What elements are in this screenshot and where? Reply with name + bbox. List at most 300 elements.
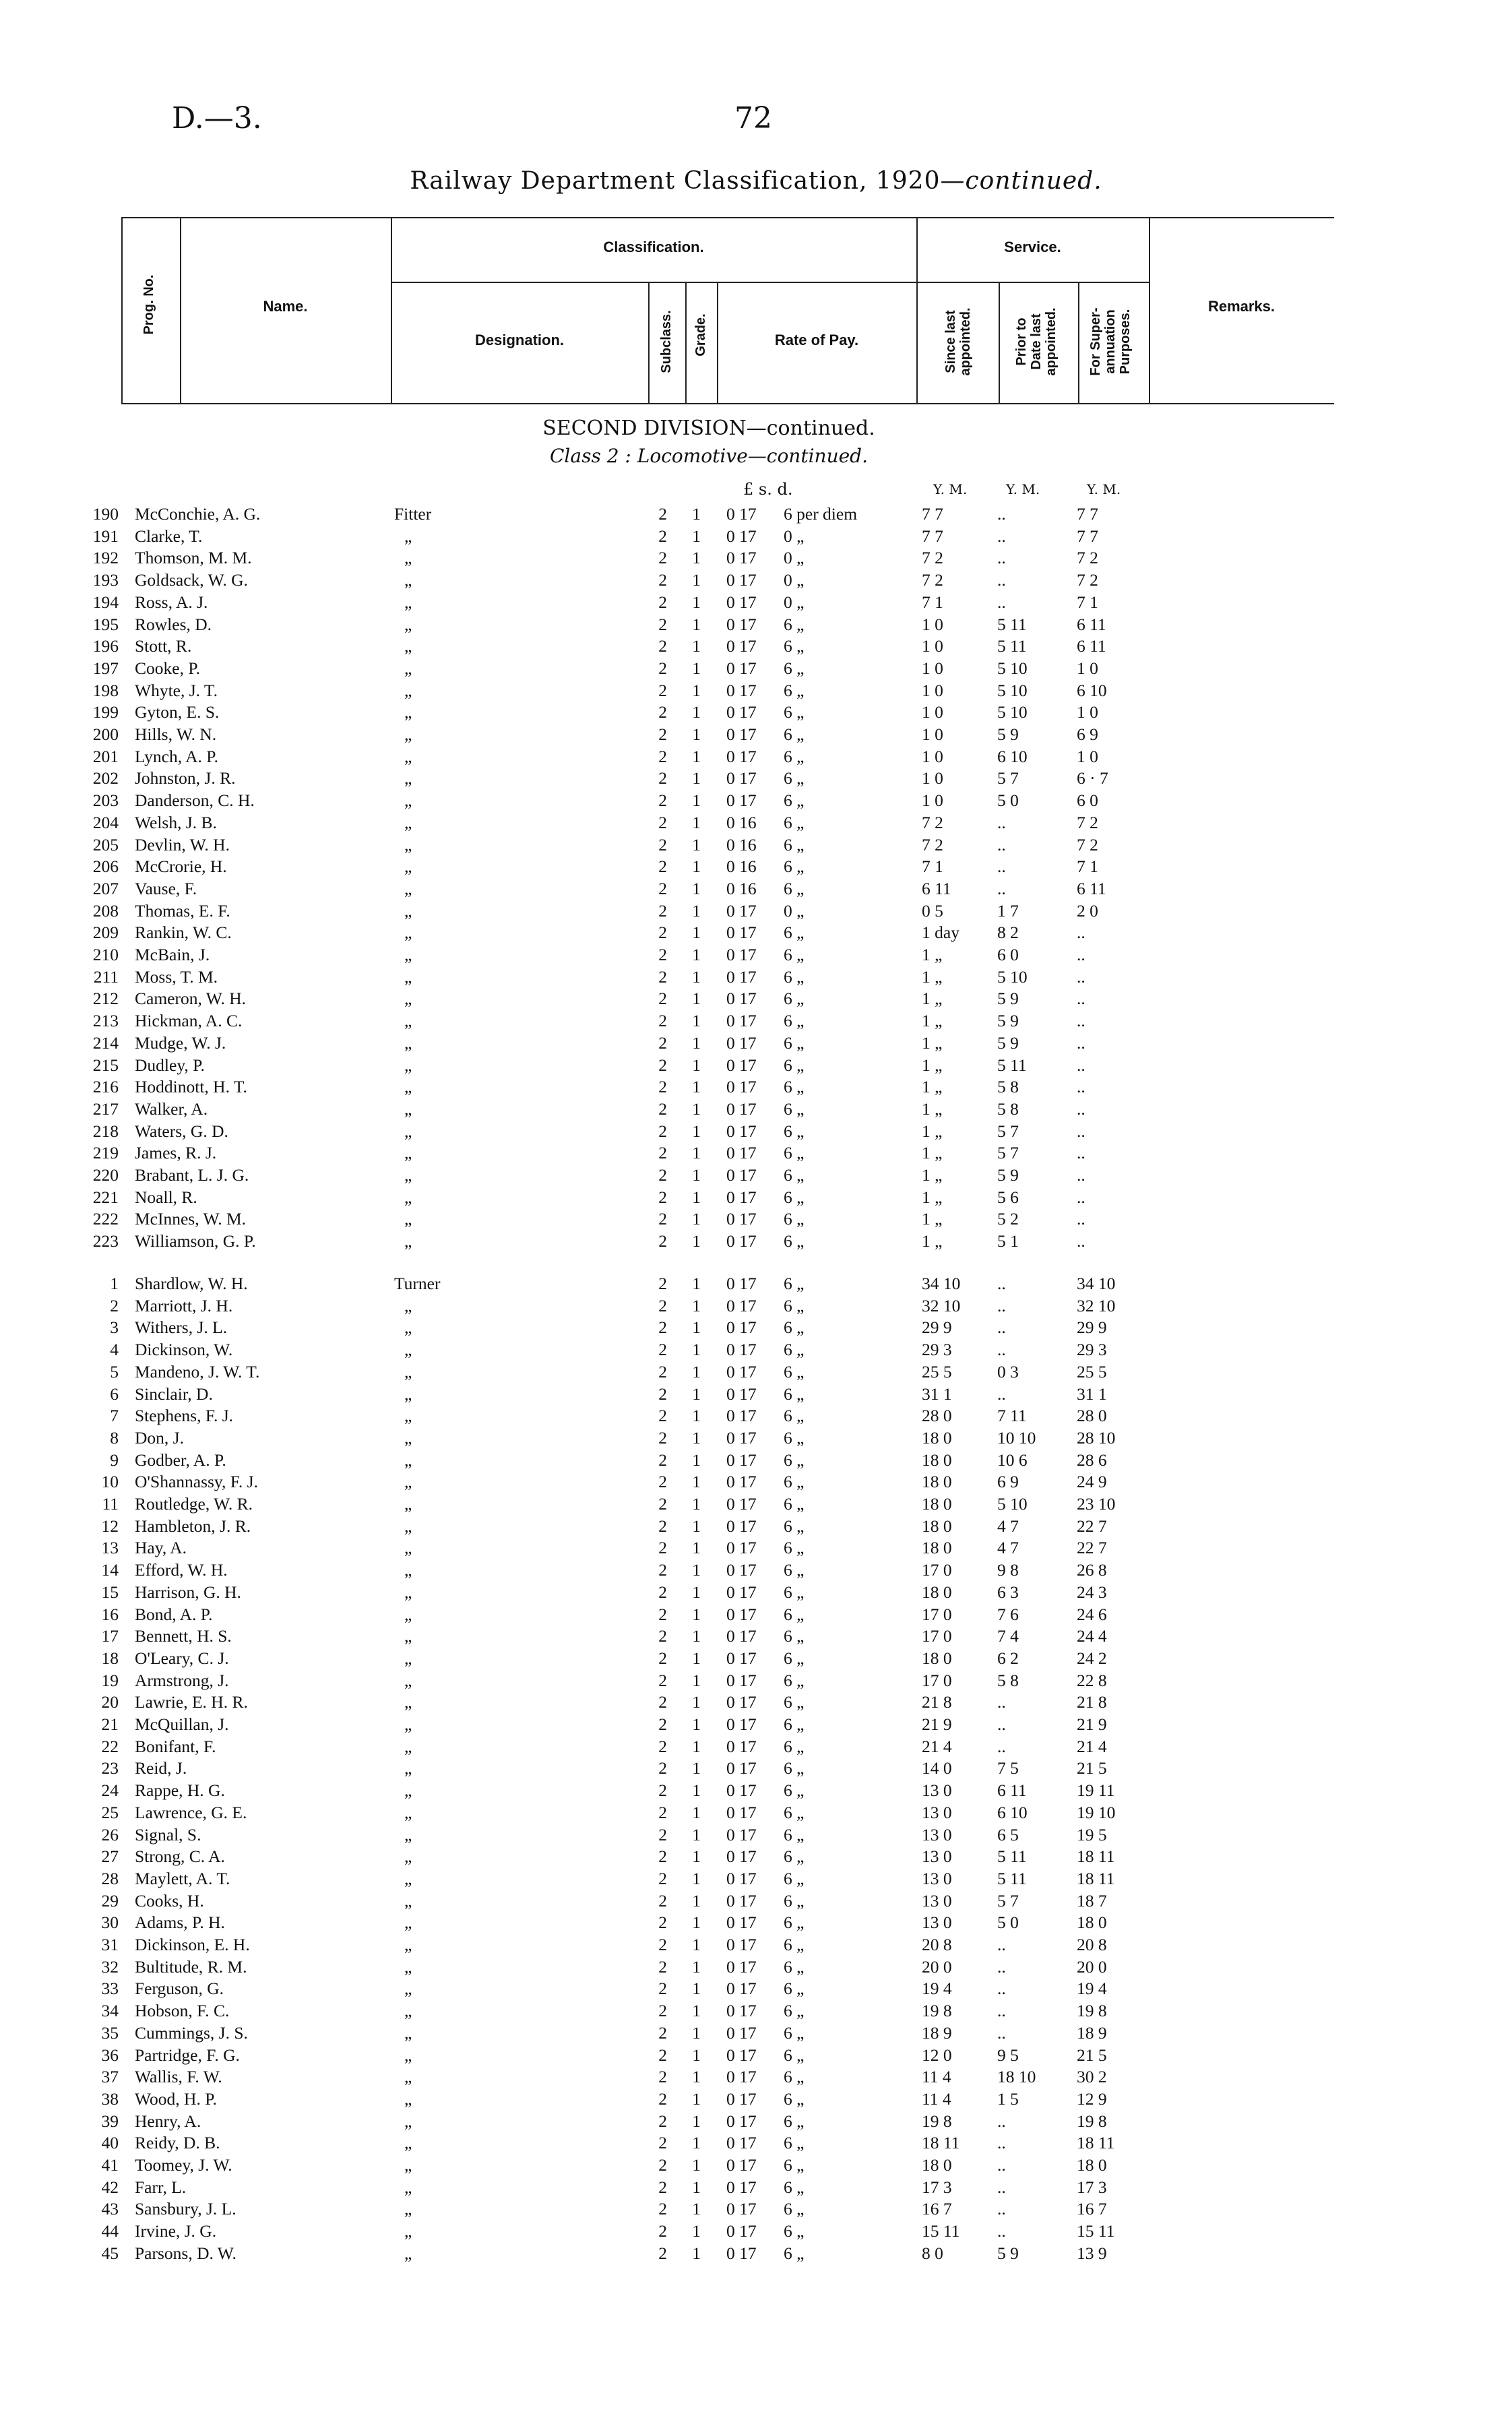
prior-to-cell: 5 0 [997,790,1019,811]
col-name: Name. [263,298,308,315]
prog-no-cell: 197 [92,658,119,678]
for-super-cell: 22 8 [1077,1670,1107,1690]
for-super-cell: .. [1077,1032,1085,1053]
since-last-cell: 17 0 [922,1670,952,1690]
for-super-cell: 7 2 [1077,570,1098,590]
prog-no-cell: 34 [101,2001,119,2021]
grade-cell: 1 [692,1494,701,1514]
since-last-cell: 12 0 [922,2045,952,2065]
rate-shillings-cell: 0 17 [726,1231,757,1251]
subclass-cell: 2 [658,1143,667,1163]
name-cell: Danderson, C. H. [135,790,255,811]
prior-to-cell: .. [997,834,1006,855]
grade-cell: 1 [692,1011,701,1031]
since-last-cell: 1 „ [922,1143,943,1163]
since-last-cell: 1 „ [922,1187,943,1207]
rate-pence-cell: 6 „ [784,1450,805,1470]
prior-to-cell: 0 3 [997,1361,1019,1382]
rate-shillings-cell: 0 17 [726,2155,757,2175]
since-last-cell: 11 4 [922,2067,951,2087]
table-row [0,1626,1512,1648]
subclass-cell: 2 [658,2088,667,2109]
since-last-cell: 19 4 [922,1979,952,1999]
subclass-cell: 2 [658,548,667,568]
subclass-cell: 2 [658,526,667,546]
title-suffix: continued. [965,167,1102,195]
rate-pence-cell: 6 „ [784,2088,805,2109]
rate-pence-cell: 6 „ [784,1231,805,1251]
rate-pence-cell: 6 „ [784,790,805,811]
prog-no-cell: 23 [101,1758,119,1778]
name-cell: Wood, H. P. [135,2088,217,2109]
designation-cell: „ [404,658,412,678]
designation-cell: „ [404,1340,412,1360]
grade-cell: 1 [692,504,701,524]
since-last-cell: 18 0 [922,1472,952,1492]
rate-shillings-cell: 0 17 [726,2045,757,2065]
rate-pence-cell: 6 „ [784,1494,805,1514]
rate-shillings-cell: 0 16 [726,857,757,877]
page-ref: D.—3. [172,101,262,135]
subclass-cell: 2 [658,1384,667,1404]
prior-to-cell: 6 11 [997,1780,1027,1801]
prog-no-cell: 1 [110,1274,119,1293]
prior-to-cell: 5 9 [997,1165,1019,1185]
rate-shillings-cell: 0 17 [726,1406,757,1426]
designation-cell: „ [404,812,412,832]
prog-no-cell: 8 [110,1427,119,1448]
name-cell: Hobson, F. C. [135,2001,230,2021]
designation-cell: „ [404,857,412,877]
prog-no-cell: 220 [92,1165,119,1185]
grade-cell: 1 [692,1736,701,1756]
rate-shillings-cell: 0 17 [726,2243,757,2263]
for-super-cell: 22 7 [1077,1538,1107,1558]
subclass-cell: 2 [658,1361,667,1382]
table-row [0,2111,1512,2133]
since-last-cell: 21 8 [922,1692,952,1712]
prog-no-cell: 44 [101,2221,119,2241]
prior-to-cell: .. [997,592,1006,612]
rate-shillings-cell: 0 17 [726,1604,757,1624]
table-row [0,570,1512,592]
subclass-cell: 2 [658,1868,667,1888]
rate-shillings-cell: 0 17 [726,1758,757,1778]
subclass-cell: 2 [658,1032,667,1053]
designation-cell: „ [404,945,412,964]
prior-to-cell: 6 5 [997,1824,1019,1844]
since-last-cell: 8 0 [922,2243,943,2263]
page-title [0,167,1512,195]
grade-cell: 1 [692,1670,701,1690]
designation-cell: „ [404,923,412,943]
subclass-cell: 2 [658,966,667,987]
since-last-cell: 13 0 [922,1780,952,1801]
designation-cell: „ [404,1582,412,1602]
grade-cell: 1 [692,923,701,943]
grade-cell: 1 [692,2177,701,2197]
grade-cell: 1 [692,790,701,811]
since-last-cell: 18 9 [922,2022,952,2043]
grade-cell: 1 [692,592,701,612]
grade-cell: 1 [692,1121,701,1141]
prog-no-cell: 30 [101,1913,119,1933]
subclass-cell: 2 [658,1935,667,1954]
rate-shillings-cell: 0 17 [726,1494,757,1514]
for-super-cell: .. [1077,1231,1085,1251]
name-cell: O'Shannassy, F. J. [135,1472,258,1492]
rate-shillings-cell: 0 17 [726,900,757,921]
designation-cell: „ [404,1121,412,1141]
since-last-cell: 1 0 [922,746,943,766]
subclass-cell: 2 [658,504,667,524]
prog-no-cell: 194 [92,592,119,612]
grade-cell: 1 [692,857,701,877]
table-row [0,658,1512,680]
name-cell: Rowles, D. [135,614,212,634]
subclass-cell: 2 [658,1890,667,1911]
name-cell: McQuillan, J. [135,1714,229,1734]
grade-cell: 1 [692,768,701,788]
subclass-cell: 2 [658,1604,667,1624]
designation-cell: „ [404,592,412,612]
name-cell: McCrorie, H. [135,857,227,877]
table-row [0,1317,1512,1339]
prior-to-cell: 7 6 [997,1604,1019,1624]
rate-shillings-cell: 0 17 [726,1361,757,1382]
since-last-cell: 1 „ [922,966,943,987]
table-row [0,1384,1512,1406]
rate-pence-cell: 6 „ [784,1736,805,1756]
rate-shillings-cell: 0 17 [726,1450,757,1470]
grade-cell: 1 [692,1780,701,1801]
prior-to-cell: 5 11 [997,1847,1027,1867]
rate-shillings-cell: 0 17 [726,1274,757,1293]
name-cell: McConchie, A. G. [135,504,261,524]
designation-cell: „ [404,1890,412,1911]
subclass-cell: 2 [658,636,667,656]
prior-to-cell: 9 8 [997,1560,1019,1580]
for-super-cell: 23 10 [1077,1494,1116,1514]
prog-no-cell: 211 [93,966,119,987]
designation-cell: „ [404,2111,412,2131]
rate-shillings-cell: 0 17 [726,768,757,788]
subclass-cell: 2 [658,1077,667,1097]
table-row [0,681,1512,702]
name-cell: Ferguson, G. [135,1979,224,1999]
subclass-cell: 2 [658,1714,667,1734]
designation-cell: „ [404,790,412,811]
prior-to-cell: .. [997,1317,1006,1338]
rate-shillings-cell: 0 17 [726,636,757,656]
rate-pence-cell: 6 „ [784,2067,805,2087]
designation-cell: „ [404,1011,412,1031]
prior-to-cell: 18 10 [997,2067,1036,2087]
name-cell: Noall, R. [135,1187,197,1207]
col-grade: Grade. [693,313,708,356]
name-cell: Farr, L. [135,2177,187,2197]
prog-no-cell: 213 [92,1011,119,1031]
rate-pence-cell: 6 „ [784,2199,805,2219]
designation-cell: „ [404,1604,412,1624]
for-super-cell: 21 8 [1077,1692,1107,1712]
table-row [0,1605,1512,1626]
since-last-cell: 18 0 [922,1538,952,1558]
subclass-cell: 2 [658,1736,667,1756]
table-header [108,217,1334,404]
grade-cell: 1 [692,1714,701,1734]
for-super-cell: 24 6 [1077,1604,1107,1624]
prior-to-cell: 5 10 [997,680,1028,700]
for-super-cell: 18 7 [1077,1890,1107,1911]
rate-shillings-cell: 0 17 [726,1714,757,1734]
table-row [0,967,1512,989]
table-row [0,768,1512,790]
since-last-cell: 1 0 [922,636,943,656]
prior-to-cell: 5 10 [997,966,1028,987]
grade-cell: 1 [692,1868,701,1888]
prog-no-cell: 192 [92,548,119,568]
prior-to-cell: .. [997,548,1006,568]
designation-cell: „ [404,1055,412,1075]
table-row [0,1055,1512,1077]
name-cell: Bonifant, F. [135,1736,216,1756]
prog-no-cell: 214 [92,1032,119,1053]
rate-pence-cell: 6 „ [784,1077,805,1097]
grade-cell: 1 [692,2221,701,2241]
rate-pence-cell: 6 „ [784,2155,805,2175]
prior-to-cell: 6 10 [997,1802,1028,1822]
subclass-cell: 2 [658,658,667,678]
since-last-cell: 7 1 [922,857,943,877]
grade-cell: 1 [692,2001,701,2021]
rate-shillings-cell: 0 17 [726,1187,757,1207]
rate-pence-cell: 6 „ [784,1384,805,1404]
prog-no-cell: 203 [92,790,119,811]
rate-shillings-cell: 0 17 [726,2022,757,2043]
name-cell: Stephens, F. J. [135,1406,234,1426]
name-cell: Dickinson, E. H. [135,1935,250,1954]
for-super-cell: 6 11 [1077,614,1106,634]
prog-no-cell: 6 [110,1384,119,1404]
units-since: Y. M. [933,481,968,497]
rate-pence-cell: 6 „ [784,2221,805,2241]
prior-to-cell: .. [997,2111,1006,2131]
name-cell: Clarke, T. [135,526,203,546]
units-lsd: £ s. d. [743,480,793,499]
designation-cell: „ [404,526,412,546]
name-cell: Cummings, J. S. [135,2022,248,2043]
grade-cell: 1 [692,1956,701,1977]
rate-shillings-cell: 0 17 [726,1890,757,1911]
grade-cell: 1 [692,2022,701,2043]
grade-cell: 1 [692,2199,701,2219]
prior-to-cell: 5 6 [997,1187,1019,1207]
col-classification: Classification. [603,239,704,255]
name-cell: Godber, A. P. [135,1450,226,1470]
name-cell: James, R. J. [135,1143,217,1163]
table-row [0,636,1512,658]
since-last-cell: 31 1 [922,1384,952,1404]
prog-no-cell: 29 [101,1890,119,1911]
rate-shillings-cell: 0 17 [726,680,757,700]
table-row [0,1231,1512,1253]
table-row [0,1099,1512,1121]
designation-cell: „ [404,1077,412,1097]
rate-shillings-cell: 0 17 [726,1780,757,1801]
subclass-cell: 2 [658,724,667,744]
prior-to-cell: 5 10 [997,658,1028,678]
prog-no-cell: 45 [101,2243,119,2263]
prior-to-cell: 5 9 [997,1032,1019,1053]
table-row [0,835,1512,857]
grade-cell: 1 [692,724,701,744]
name-cell: Vause, F. [135,878,197,898]
for-super-cell: 19 11 [1077,1780,1115,1801]
prior-to-cell: 6 10 [997,746,1028,766]
name-cell: Irvine, J. G. [135,2221,217,2241]
table-row [0,615,1512,636]
for-super-cell: 29 3 [1077,1340,1107,1360]
prog-no-cell: 215 [92,1055,119,1075]
name-cell: Thomas, E. F. [135,900,230,921]
name-cell: Strong, C. A. [135,1847,225,1867]
table-row [0,1780,1512,1802]
rate-pence-cell: 6 „ [784,1165,805,1185]
subclass-cell: 2 [658,2199,667,2219]
for-super-cell: 7 2 [1077,548,1098,568]
prog-no-cell: 36 [101,2045,119,2065]
rate-shillings-cell: 0 17 [726,2067,757,2087]
designation-cell: „ [404,1935,412,1954]
prior-to-cell: 5 7 [997,1121,1019,1141]
grade-cell: 1 [692,1406,701,1426]
class-label: Class 2 : [550,445,631,467]
name-cell: Dickinson, W. [135,1340,233,1360]
grade-cell: 1 [692,1913,701,1933]
since-last-cell: 29 9 [922,1317,952,1338]
grade-cell: 1 [692,746,701,766]
for-super-cell: 30 2 [1077,2067,1107,2087]
designation-cell: „ [404,2088,412,2109]
rate-pence-cell: 6 „ [784,1406,805,1426]
designation-cell: „ [404,680,412,700]
prior-to-cell: .. [997,2022,1006,2043]
name-cell: Moss, T. M. [135,966,218,987]
prior-to-cell: 5 8 [997,1077,1019,1097]
rate-pence-cell: 6 „ [784,746,805,766]
since-last-cell: 13 0 [922,1913,952,1933]
table-row [0,747,1512,768]
for-super-cell: 13 9 [1077,2243,1107,2263]
designation-cell: „ [404,1143,412,1163]
grade-cell: 1 [692,2111,701,2131]
name-cell: Cooks, H. [135,1890,204,1911]
rate-pence-cell: 6 „ [784,1648,805,1668]
for-super-cell: 1 0 [1077,746,1098,766]
since-last-cell: 18 0 [922,1648,952,1668]
subclass-cell: 2 [658,2111,667,2131]
rate-pence-cell: 6 „ [784,1427,805,1448]
subclass-cell: 2 [658,1494,667,1514]
designation-cell: „ [404,1538,412,1558]
for-super-cell: .. [1077,1011,1085,1031]
subclass-cell: 2 [658,1847,667,1867]
class-name: Locomotive—continued. [637,445,868,467]
prog-no-cell: 28 [101,1868,119,1888]
for-super-cell: 16 7 [1077,2199,1107,2219]
prior-to-cell: 5 11 [997,1055,1027,1075]
rate-pence-cell: 6 per diem [784,504,858,524]
since-last-cell: 32 10 [922,1295,961,1315]
designation-cell: „ [404,900,412,921]
prog-no-cell: 190 [92,504,119,524]
rate-shillings-cell: 0 17 [726,2088,757,2109]
subclass-cell: 2 [658,1780,667,1801]
prior-to-cell: .. [997,1935,1006,1954]
rate-pence-cell: 6 „ [784,1209,805,1229]
prog-no-cell: 202 [92,768,119,788]
rate-pence-cell: 6 „ [784,1340,805,1360]
prog-no-cell: 210 [92,945,119,964]
for-super-cell: 32 10 [1077,1295,1116,1315]
for-super-cell: 24 4 [1077,1626,1107,1646]
since-last-cell: 1 „ [922,1121,943,1141]
name-cell: Whyte, J. T. [135,680,218,700]
prog-no-cell: 42 [101,2177,119,2197]
name-cell: Hills, W. N. [135,724,217,744]
grade-cell: 1 [692,1384,701,1404]
table-row [0,1891,1512,1913]
rate-pence-cell: 6 „ [784,1956,805,1977]
name-cell: Reidy, D. B. [135,2133,220,2153]
prior-to-cell: 6 0 [997,945,1019,964]
for-super-cell: 28 0 [1077,1406,1107,1426]
since-last-cell: 1 0 [922,768,943,788]
prior-to-cell: 5 0 [997,1913,1019,1933]
since-last-cell: 7 7 [922,526,943,546]
rate-pence-cell: 6 „ [784,614,805,634]
prog-no-cell: 35 [101,2022,119,2043]
name-cell: Dudley, P. [135,1055,205,1075]
table-row [0,1472,1512,1493]
subclass-cell: 2 [658,1472,667,1492]
name-cell: Johnston, J. R. [135,768,236,788]
table-row [0,1714,1512,1736]
subclass-cell: 2 [658,857,667,877]
table-row [0,857,1512,878]
rate-shillings-cell: 0 16 [726,812,757,832]
col-prior-to: Prior to Date last appointed. [1014,307,1059,376]
since-last-cell: 1 „ [922,989,943,1009]
subclass-cell: 2 [658,1692,667,1712]
designation-cell: „ [404,1979,412,1999]
subclass-cell: 2 [658,945,667,964]
table-row [0,724,1512,746]
rate-pence-cell: 6 „ [784,1758,805,1778]
table-row [0,2023,1512,2045]
designation-cell: „ [404,702,412,722]
grade-cell: 1 [692,1824,701,1844]
rate-pence-cell: 6 „ [784,1582,805,1602]
table-row [0,989,1512,1010]
table-row [0,1274,1512,1295]
subclass-cell: 2 [658,1231,667,1251]
rate-shillings-cell: 0 17 [726,989,757,1009]
designation-cell: „ [404,1560,412,1580]
rate-shillings-cell: 0 17 [726,966,757,987]
prior-to-cell: .. [997,570,1006,590]
